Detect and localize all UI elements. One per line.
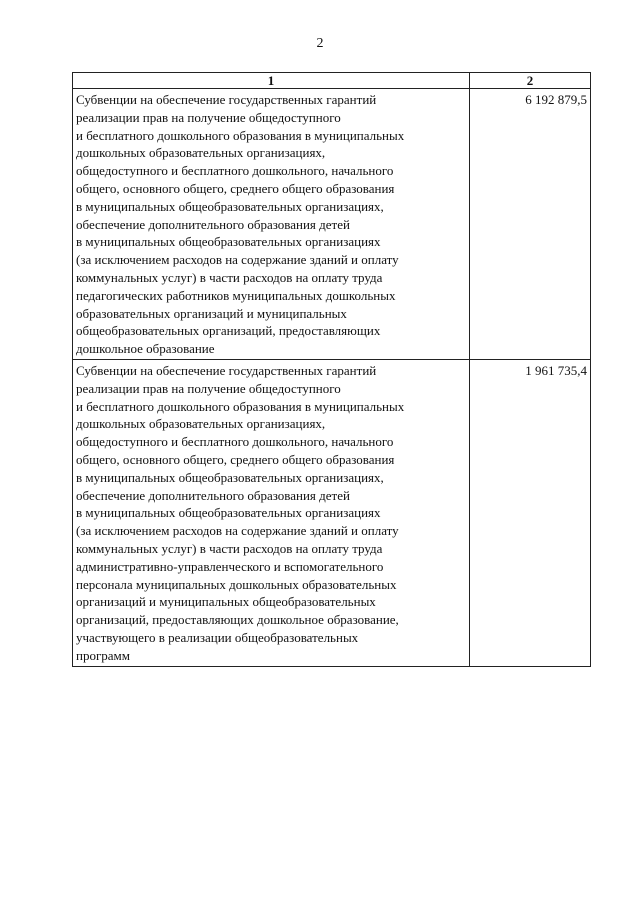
description-line: педагогических работников муниципальных дошкольных: [76, 287, 396, 303]
description-line: реализации прав на получение общедоступного: [76, 109, 341, 125]
description-line: реализации прав на получение общедоступного: [76, 380, 341, 396]
description-line: коммунальных услуг) в части расходов на оплату труда: [76, 269, 383, 285]
description-line: коммунальных услуг) в части расходов на оплату труда: [76, 540, 383, 556]
table-header: [73, 73, 591, 89]
table-row: [73, 89, 591, 360]
description-line: (за исключением расходов на содержание зданий и оплату: [76, 523, 399, 539]
description-line: общеобразовательных организаций, предоставляющих: [76, 323, 381, 339]
description-line: дошкольное образование: [76, 341, 215, 357]
description-line: (за исключением расходов на содержание зданий и оплату: [76, 252, 399, 268]
subvention-amount: 6 192 879,5: [470, 89, 591, 360]
description-line: Субвенции на обеспечение государственных гарантий: [76, 362, 377, 378]
column-header-1: 1: [73, 73, 470, 89]
description-line: в муниципальных общеобразовательных организациях: [76, 234, 381, 250]
description-line: дошкольных образовательных организациях,: [76, 145, 326, 161]
description-line: программ: [76, 647, 131, 663]
description-line: в муниципальных общеобразовательных организациях: [76, 505, 381, 521]
description-line: организаций, предоставляющих дошкольное образование,: [76, 612, 399, 628]
description-line: Субвенции на обеспечение государственных гарантий: [76, 92, 377, 107]
subvention-description: [73, 89, 470, 360]
description-line: общедоступного и бесплатного дошкольного, начального: [76, 163, 394, 179]
description-line: обеспечение дополнительного образования детей: [76, 216, 350, 232]
column-header-2: 2: [470, 73, 591, 89]
description-line: дошкольных образовательных организациях,: [76, 416, 326, 432]
subvention-description: [73, 359, 470, 666]
description-line: и бесплатного дошкольного образования в муниципальных: [76, 127, 405, 143]
description-line: общего, основного общего, среднего общего образования: [76, 180, 395, 196]
description-line: обеспечение дополнительного образования детей: [76, 487, 350, 503]
description-line: организаций и муниципальных общеобразовательных: [76, 594, 376, 610]
table-row: [73, 359, 591, 666]
description-line: и бесплатного дошкольного образования в муниципальных: [76, 398, 405, 414]
table-body: [73, 89, 591, 667]
header-row: [73, 73, 591, 89]
description-line: общедоступного и бесплатного дошкольного, начального: [76, 434, 394, 450]
subvention-amount: 1 961 735,4: [470, 359, 591, 666]
page-number: 2: [316, 36, 324, 51]
description-line: в муниципальных общеобразовательных организациях,: [76, 469, 384, 485]
description-line: административно-управленческого и вспомогательного: [76, 558, 384, 574]
description-line: общего, основного общего, среднего общего образования: [76, 451, 395, 467]
description-line: участвующего в реализации общеобразовательных: [76, 629, 359, 645]
subventions-table: [72, 72, 591, 667]
description-line: в муниципальных общеобразовательных организациях,: [76, 198, 384, 214]
description-line: персонала муниципальных дошкольных образовательных: [76, 576, 397, 592]
description-line: образовательных организаций и муниципальных: [76, 305, 347, 321]
